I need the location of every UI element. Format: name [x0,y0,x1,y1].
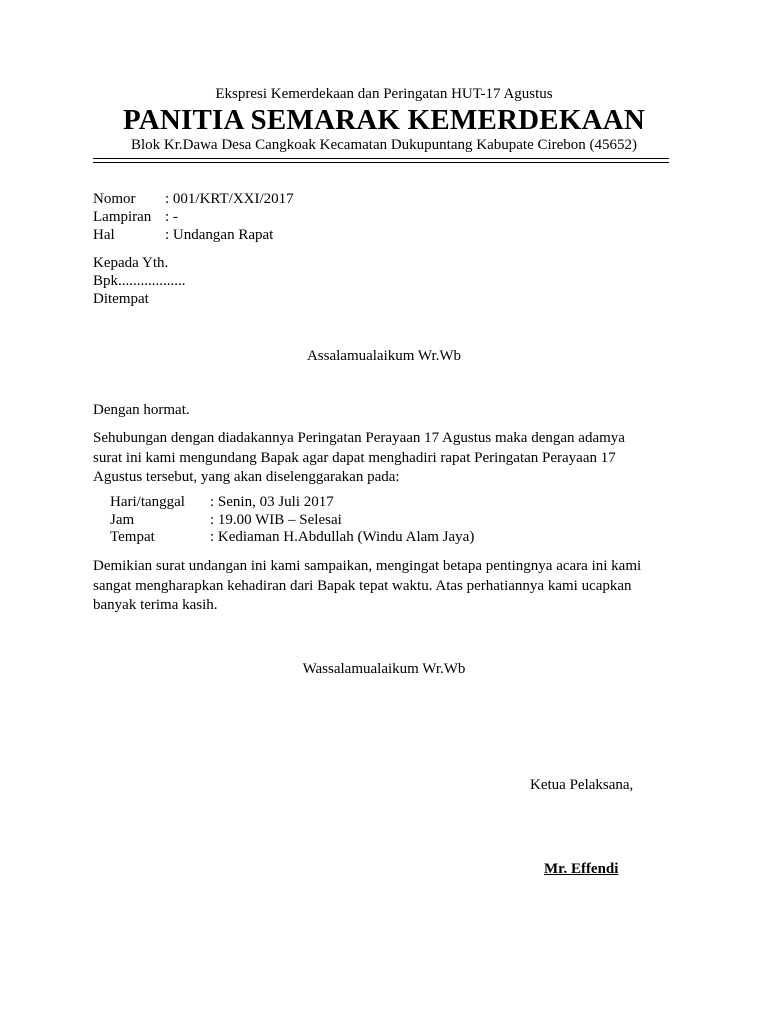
meta-label: Hal [93,227,115,243]
detail-label: Hari/tanggal [110,494,185,510]
meta-value: : Undangan Rapat [165,227,274,243]
detail-label: Jam [110,512,135,528]
meta-label: Nomor [93,191,136,207]
meta-value: : 001/KRT/XXI/2017 [165,191,294,207]
letterhead-subtitle: Ekspresi Kemerdekaan dan Peringatan HUT-17 Agustus [215,86,553,102]
detail-row-place [110,528,474,547]
letterhead-title: PANITIA SEMARAK KEMERDEKAAN [122,104,646,136]
paragraph-closing: Demikian surat undangan ini kami sampaikan, mengingat betapa pentingnya acara ini kami sangat mengharapkan kehadiran dari Bapak tepat waktu. Atas perhatiannya kami ucapkan banyak terima kasih. [93,558,642,613]
letterhead-divider-top [93,158,669,159]
opening-greeting: Assalamualaikum Wr.Wb [306,348,462,364]
signature-role: Ketua Pelaksana, [530,777,634,793]
meta-row-hal [93,226,273,245]
recipient-line2: Bpk.................. [93,273,186,289]
signature-name: Mr. Effendi [544,861,619,877]
paragraph-invitation: Sehubungan dengan diadakannya Peringatan Perayaan 17 Agustus maka dengan adamya surat ini kami mengundang Bapak agar dapat menghadiri rapat Peringatan Perayaan 17 Agustus tersebut, yang akan diselenggarakan pada: [93,430,625,485]
meta-row-nomor [93,190,294,209]
recipient-line1: Kepada Yth. [93,255,169,271]
recipient-line3: Ditempat [93,291,149,307]
letterhead-address: Blok Kr.Dawa Desa Cangkoak Kecamatan Dukupuntang Kabupate Cirebon (45652) [130,137,638,153]
detail-value: : 19.00 WIB – Selesai [210,512,342,528]
detail-label: Tempat [110,529,155,545]
meta-value: : - [165,209,178,225]
detail-value: : Kediaman H.Abdullah (Windu Alam Jaya) [210,529,475,545]
letterhead-divider-bottom [93,162,669,163]
salutation: Dengan hormat. [93,402,190,418]
closing-greeting: Wassalamualaikum Wr.Wb [302,661,466,677]
meta-label: Lampiran [93,209,152,225]
detail-value: : Senin, 03 Juli 2017 [210,494,334,510]
detail-row-date [110,493,334,512]
meta-row-lampiran [93,208,178,227]
